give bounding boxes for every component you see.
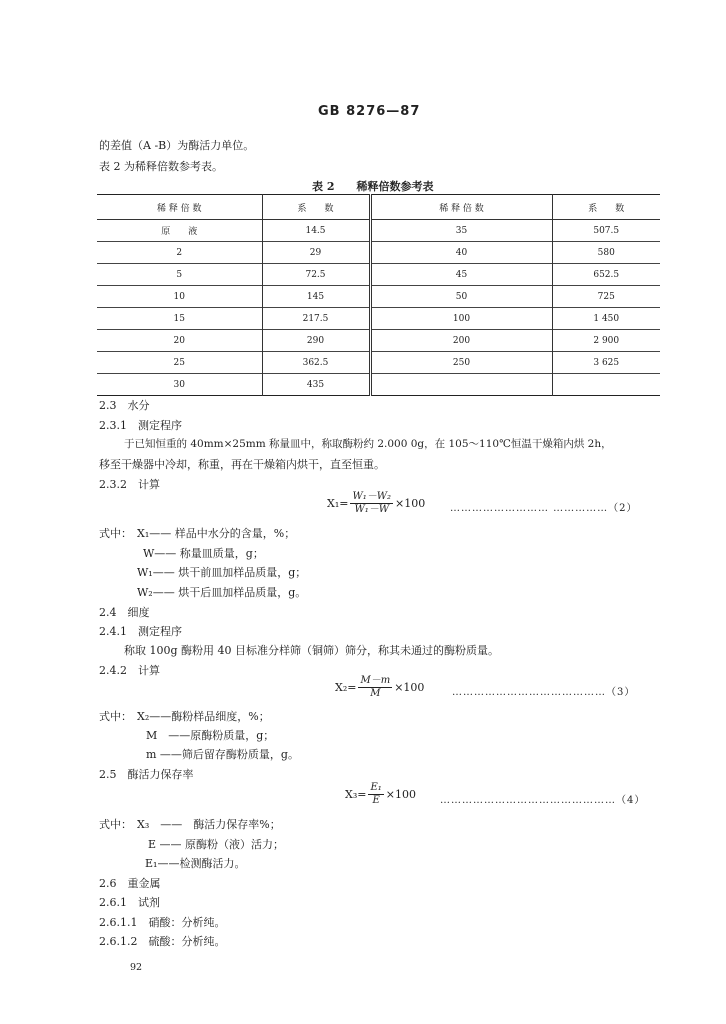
formula-3-leader: ……………………………………（3） xyxy=(452,687,636,698)
formula-3-lhs: X₂= xyxy=(335,681,357,694)
table-cell: 40 xyxy=(370,242,552,264)
formula-2-tail: ×100 xyxy=(395,497,426,510)
table-header-row xyxy=(97,195,660,220)
where-w2: W₂—— 烘干后皿加样品质量，g。 xyxy=(137,586,307,599)
section-2-4-2-title: 2.4.2 计算 xyxy=(99,664,160,677)
where-x1: X₁—— 样品中水分的含量，%； xyxy=(137,527,296,540)
table-row xyxy=(97,352,660,374)
where-e1: E₁——检测酶活力。 xyxy=(145,857,246,870)
section-2-3-title: 2.3 水分 xyxy=(99,399,150,412)
table-cell: 29 xyxy=(262,242,370,264)
table-cell: 652.5 xyxy=(552,264,660,286)
table-cell: 50 xyxy=(370,286,552,308)
where-label: 式中： xyxy=(99,710,132,723)
table-cell: 217.5 xyxy=(262,308,370,330)
table-row xyxy=(97,264,660,286)
header-coefficient-1: 系 数 xyxy=(262,195,370,220)
page-number: 92 xyxy=(130,962,143,973)
formula-3-tail: ×100 xyxy=(394,681,425,694)
formula-2-lhs: X₁= xyxy=(327,497,349,510)
formula-3-denominator: M xyxy=(370,688,381,699)
where-m-lower: m ——筛后留存酶粉质量，g。 xyxy=(146,748,299,761)
formula-4-numerator: E₁ xyxy=(370,782,382,793)
table-row xyxy=(97,220,660,242)
table-cell xyxy=(370,374,552,396)
where-label: 式中： xyxy=(99,527,132,540)
table-cell: 30 xyxy=(173,379,185,390)
section-2-3-1-para-line-2: 移至干燥器中冷却，称重，再在干燥箱内烘干，直至恒重。 xyxy=(99,458,385,471)
formula-2-denominator: W₁－W xyxy=(354,504,390,515)
table-cell xyxy=(552,374,660,396)
table-cell: 2 xyxy=(176,247,183,258)
section-2-6-1-1: 2.6.1.1 硝酸：分析纯。 xyxy=(99,916,226,929)
section-2-5-title: 2.5 酶活力保存率 xyxy=(99,768,194,781)
formula-4-fraction xyxy=(368,782,383,807)
table-cell: 15 xyxy=(173,313,185,324)
table-cell: 35 xyxy=(370,220,552,242)
table-cell: 2 900 xyxy=(552,330,660,352)
table-cell: 290 xyxy=(262,330,370,352)
formula-4-denominator: E xyxy=(372,795,380,806)
table-cell: 72.5 xyxy=(262,264,370,286)
formula-4-leader: …………………………………………（4） xyxy=(440,795,646,806)
where-x3: X₃ —— 酶活力保存率%； xyxy=(137,818,281,831)
table-cell: 45 xyxy=(370,264,552,286)
section-2-3-1-para-line-1: 于已知恒重的 40mm×25mm 称量皿中，称取酶粉约 2.000 0g，在 105～110℃恒温干燥箱内烘 2h， xyxy=(124,438,612,450)
table-cell: 5 xyxy=(176,269,183,280)
where-w1: W₁—— 烘干前皿加样品质量，g； xyxy=(137,566,307,579)
where-x2: X₂——酶粉样品细度，%； xyxy=(137,710,270,723)
section-2-6-1-2: 2.6.1.2 硫酸：分析纯。 xyxy=(99,935,226,948)
where-w: W—— 称量皿质量，g； xyxy=(143,547,264,560)
header-dilution-2: 稀 释 倍 数 xyxy=(370,195,552,220)
table-cell: 435 xyxy=(262,374,370,396)
section-2-4-1-para: 称取 100g 酶粉用 40 目标准分样筛（铜筛）筛分，称其未通过的酶粉质量。 xyxy=(124,644,500,657)
table-row xyxy=(97,330,660,352)
document-code: GB 8276—87 xyxy=(318,104,421,119)
formula-4 xyxy=(345,782,416,807)
table-cell: 1 450 xyxy=(552,308,660,330)
where-m-upper: M ——原酶粉质量，g； xyxy=(146,729,275,742)
table-row xyxy=(97,286,660,308)
formula-3-numerator: M－m xyxy=(360,675,391,686)
section-2-6-title: 2.6 重金属 xyxy=(99,877,161,890)
table-cell: 20 xyxy=(173,335,185,346)
table-cell: 725 xyxy=(552,286,660,308)
formula-3 xyxy=(335,675,424,700)
formula-2 xyxy=(327,491,425,516)
formula-2-fraction xyxy=(350,491,393,516)
section-2-4-1-title: 2.4.1 测定程序 xyxy=(99,625,182,638)
table-cell: 362.5 xyxy=(262,352,370,374)
section-2-6-1-title: 2.6.1 试剂 xyxy=(99,896,160,909)
section-2-3-1-title: 2.3.1 测定程序 xyxy=(99,419,182,432)
formula-3-fraction xyxy=(358,675,392,700)
table-cell: 14.5 xyxy=(262,220,370,242)
table-row xyxy=(97,242,660,264)
header-coefficient-2: 系 数 xyxy=(552,195,660,220)
header-dilution-1: 稀 释 倍 数 xyxy=(156,203,202,214)
table-cell: 100 xyxy=(370,308,552,330)
table-row xyxy=(97,374,660,396)
formula-2-leader: ……………………… ……………（2） xyxy=(450,503,638,514)
table-cell: 145 xyxy=(262,286,370,308)
table-cell: 原 液 xyxy=(161,227,198,237)
table-row xyxy=(97,308,660,330)
table-cell: 580 xyxy=(552,242,660,264)
table-caption: 表 2 稀释倍数参考表 xyxy=(312,180,434,193)
intro-line-2: 表 2 为稀释倍数参考表。 xyxy=(99,160,223,173)
table-cell: 250 xyxy=(370,352,552,374)
section-2-3-2-title: 2.3.2 计算 xyxy=(99,478,160,491)
intro-line-1: 的差值（A -B）为酶活力单位。 xyxy=(99,139,255,152)
formula-4-tail: ×100 xyxy=(385,788,416,801)
formula-2-numerator: W₁－W₂ xyxy=(352,491,392,502)
where-label: 式中： xyxy=(99,818,132,831)
table-cell: 10 xyxy=(173,291,185,302)
table-cell: 25 xyxy=(173,357,185,368)
table-cell: 3 625 xyxy=(552,352,660,374)
where-e: E —— 原酶粉（液）活力； xyxy=(148,838,285,851)
table-cell: 507.5 xyxy=(552,220,660,242)
dilution-reference-table xyxy=(97,194,660,396)
section-2-4-title: 2.4 细度 xyxy=(99,606,150,619)
table-cell: 200 xyxy=(370,330,552,352)
formula-4-lhs: X₃= xyxy=(345,788,367,801)
